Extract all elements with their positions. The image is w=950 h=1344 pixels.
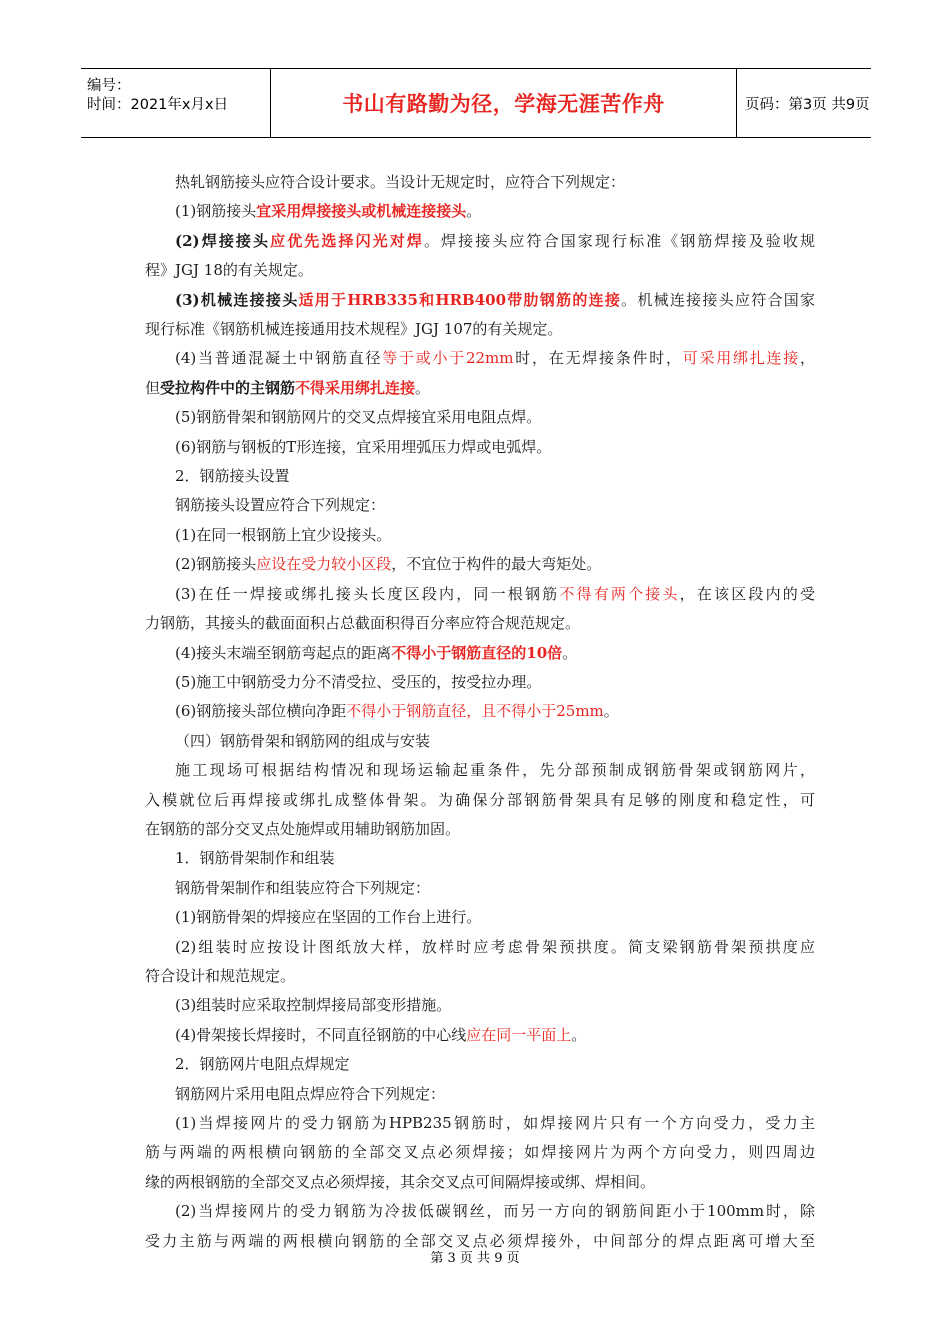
paragraph bbox=[145, 403, 815, 432]
paragraph bbox=[145, 874, 815, 903]
paragraph bbox=[145, 433, 815, 462]
paragraph bbox=[145, 903, 815, 932]
text: (5)施工中钢筋受力分不清受拉、受压的，按受拉办理。 bbox=[175, 672, 542, 691]
paragraph-continuation bbox=[145, 256, 815, 285]
text: 。机械连接接头应符合国家 bbox=[621, 290, 815, 309]
highlight-text: 宜采用焊接接头或机械连接接头 bbox=[256, 202, 467, 221]
paragraph bbox=[145, 668, 815, 697]
section-heading bbox=[145, 727, 815, 756]
text: (6)钢筋接头部位横向净距 bbox=[175, 702, 347, 721]
paragraph bbox=[145, 580, 815, 609]
text: 。 bbox=[603, 702, 619, 721]
text: (4)当普通混凝土中钢筋直径 bbox=[175, 349, 383, 368]
text: （四）钢筋骨架和钢筋网的组成与安装 bbox=[175, 731, 431, 750]
paragraph bbox=[145, 286, 815, 315]
text: (3)组装时应采取控制焊接局部变形措施。 bbox=[175, 996, 452, 1015]
paragraph-continuation bbox=[145, 1168, 815, 1197]
text: 入模就位后再焊接或绑扎成整体骨架。为确保分部钢筋骨架具有足够的刚度和稳定性，可 bbox=[145, 790, 815, 809]
header-meta bbox=[81, 69, 271, 137]
paragraph bbox=[145, 227, 815, 256]
paragraph bbox=[145, 1021, 815, 1050]
highlight-text: 等于或小于22mm bbox=[382, 349, 514, 368]
paragraph bbox=[145, 756, 815, 785]
paragraph bbox=[145, 521, 815, 550]
paragraph-continuation bbox=[145, 609, 815, 638]
text: (3)在任一焊接或绑扎接头长度区段内，同一根钢筋 bbox=[175, 584, 560, 603]
paragraph bbox=[145, 197, 815, 226]
document-number: 编号： bbox=[87, 78, 131, 94]
text: 在钢筋的部分交叉点处施焊或用辅助钢筋加固。 bbox=[145, 819, 461, 838]
paragraph-continuation bbox=[145, 962, 815, 991]
text: (4)接头末端至钢筋弯起点的距离 bbox=[175, 643, 392, 662]
text: 1．钢筋骨架制作和组装 bbox=[175, 849, 335, 868]
highlight-text: 可采用绑扎连接 bbox=[682, 349, 800, 368]
text: (1)在同一根钢筋上宜少设接头。 bbox=[175, 525, 392, 544]
section-heading bbox=[145, 844, 815, 873]
highlight-text: 应设在受力较小区段 bbox=[256, 555, 392, 574]
text: 钢筋接头设置应符合下列规定： bbox=[175, 496, 386, 515]
page-footer: 第 3 页 共 9 页 bbox=[430, 1251, 520, 1266]
text: (3)机械连接接头 bbox=[175, 290, 299, 309]
text: ，在该区段内的受 bbox=[679, 584, 815, 603]
paragraph bbox=[145, 1080, 815, 1109]
paragraph-continuation bbox=[145, 374, 815, 403]
text: (1)当焊接网片的受力钢筋为HPB235钢筋时，如焊接网片只有一个方向受力，受力主 bbox=[175, 1114, 815, 1132]
text: 。焊接接头应符合国家现行标准《钢筋焊接及验收规 bbox=[423, 231, 815, 250]
text: (5)钢筋骨架和钢筋网片的交叉点焊接宜采用电阻点焊。 bbox=[175, 408, 542, 427]
highlight-text: 不得采用绑扎连接 bbox=[295, 378, 416, 397]
text: 但 bbox=[145, 378, 161, 397]
document-date: 时间：2021年x月x日 bbox=[87, 97, 229, 113]
section-heading bbox=[145, 462, 815, 491]
paragraph-continuation bbox=[145, 315, 815, 344]
highlight-text: 适用于HRB335和HRB400带肋钢筋的连接 bbox=[298, 290, 622, 309]
text: 2．钢筋网片电阻点焊规定 bbox=[175, 1055, 350, 1074]
paragraph bbox=[145, 1109, 815, 1138]
text: 钢筋网片采用电阻点焊应符合下列规定： bbox=[175, 1084, 446, 1103]
section-heading bbox=[145, 1050, 815, 1079]
text: ， bbox=[799, 349, 815, 368]
highlight-text: 应在同一平面上 bbox=[466, 1025, 572, 1044]
page-header bbox=[81, 68, 871, 138]
paragraph bbox=[145, 697, 815, 726]
text: 缘的两根钢筋的全部交叉点必须焊接，其余交叉点可间隔焊接或绑、焊相间。 bbox=[145, 1172, 656, 1191]
header-motto: 书山有路勤为径，学海无涯苦作舟 bbox=[342, 92, 665, 116]
paragraph bbox=[145, 639, 815, 668]
text: 2．钢筋接头设置 bbox=[175, 467, 290, 486]
text: 现行标准《钢筋机械连接通用技术规程》JGJ 107的有关规定。 bbox=[145, 320, 563, 339]
text: (2)焊接接头 bbox=[175, 231, 271, 250]
text: 热轧钢筋接头应符合设计要求。当设计无规定时，应符合下列规定： bbox=[175, 173, 626, 191]
text: (6)钢筋与钢板的T形连接，宜采用埋弧压力焊或电弧焊。 bbox=[175, 437, 552, 456]
paragraph bbox=[145, 550, 815, 579]
paragraph bbox=[145, 1197, 815, 1226]
paragraph-continuation bbox=[145, 1138, 815, 1167]
text: 筋与两端的两根横向钢筋的全部交叉点必须焊接；如焊接网片为两个方向受力，则四周边 bbox=[145, 1143, 815, 1162]
text: (2)钢筋接头 bbox=[175, 555, 257, 574]
paragraph bbox=[145, 933, 815, 962]
paragraph bbox=[145, 168, 815, 197]
text: 力钢筋，其接头的截面面积占总截面积得百分率应符合规范规定。 bbox=[145, 614, 581, 633]
paragraph-continuation bbox=[145, 815, 815, 844]
header-motto-cell bbox=[271, 69, 737, 137]
text: 程》JGJ 18的有关规定。 bbox=[145, 261, 313, 280]
text: 。 bbox=[415, 378, 431, 397]
text: (2)当焊接网片的受力钢筋为冷拔低碳钢丝，而另一方向的钢筋间距小于100mm时，除 bbox=[175, 1202, 815, 1221]
highlight-text: 不得小于钢筋直径，且不得小于25mm bbox=[346, 702, 604, 721]
paragraph bbox=[145, 344, 815, 373]
paragraph bbox=[145, 491, 815, 520]
text: (1)钢筋接头 bbox=[175, 202, 257, 221]
paragraph-continuation bbox=[145, 786, 815, 815]
text: 符合设计和规范规定。 bbox=[145, 966, 296, 985]
text: ，不宜位于构件的最大弯矩处。 bbox=[391, 555, 602, 574]
paragraph bbox=[145, 991, 815, 1020]
text: 施工现场可根据结构情况和现场运输起重条件，先分部预制成钢筋骨架或钢筋网片， bbox=[175, 761, 815, 780]
document-body bbox=[145, 168, 815, 1256]
header-page-info: 页码：第3页 共9页 bbox=[745, 96, 870, 113]
highlight-text: 不得有两个接头 bbox=[559, 584, 680, 603]
text: (1)钢筋骨架的焊接应在坚固的工作台上进行。 bbox=[175, 908, 482, 927]
highlight-text: 不得小于钢筋直径的10倍 bbox=[391, 643, 563, 662]
text: (4)骨架接长焊接时，不同直径钢筋的中心线 bbox=[175, 1025, 467, 1044]
text: 。 bbox=[466, 202, 482, 221]
text: 时，在无焊接条件时， bbox=[513, 349, 683, 368]
text: (2)组装时应按设计图纸放大样，放样时应考虑骨架预拱度。简支梁钢筋骨架预拱度应 bbox=[175, 937, 815, 956]
text: 受力主筋与两端的两根横向钢筋的全部交叉点必须焊接外，中间部分的焊点距离可增大至 bbox=[145, 1231, 815, 1250]
text: 。 bbox=[562, 643, 578, 662]
text: 受拉构件中的主钢筋 bbox=[160, 378, 296, 397]
highlight-text: 应优先选择闪光对焊 bbox=[270, 231, 424, 250]
text: 。 bbox=[571, 1025, 587, 1044]
text: 钢筋骨架制作和组装应符合下列规定： bbox=[175, 878, 431, 897]
